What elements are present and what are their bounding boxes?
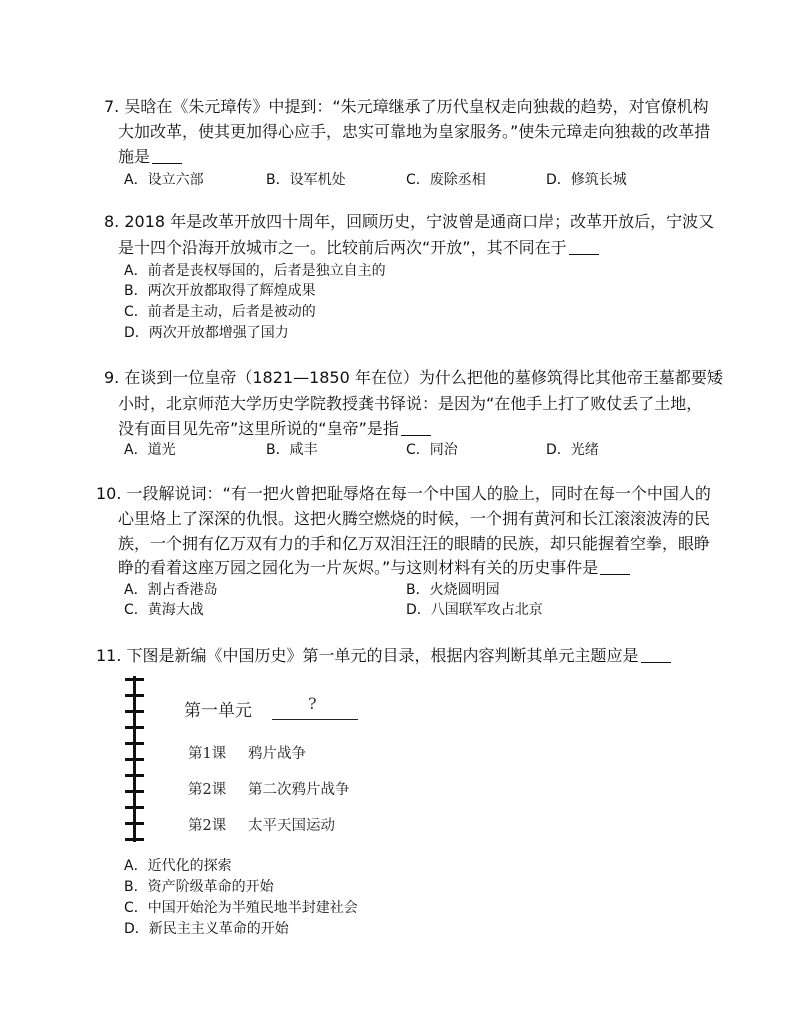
question-8-line-1: 8. 2018 年是改革开放四十周年，回顾历史，宁波曾是通商口岸；改革开放后，宁波又	[104, 212, 715, 231]
question-11-line-1: 11. 下图是新编《中国历史》第一单元的目录，根据内容判断其单元主题应是	[96, 646, 639, 665]
spine-tick	[125, 710, 144, 713]
question-7-line-2: 大加改革，使其更加得心应手，忠实可靠地为皇家服务。”使朱元璋走向独裁的改革措	[118, 122, 711, 141]
spine-tick	[125, 726, 144, 729]
question-7-line-1: 7. 吴晗在《朱元璋传》中提到：“朱元璋继承了历代皇权走向独裁的趋势，对官僚机构	[104, 97, 709, 116]
answer-blank	[641, 648, 671, 663]
lesson-title: 第二次鸦片战争	[248, 782, 350, 798]
unit-title: 第一单元	[184, 701, 252, 721]
lesson-title: 鸦片战争	[248, 746, 306, 762]
option-d: D．新民主主义革命的开始	[124, 921, 289, 937]
question-10-line-3: 族，一个拥有亿万双有力的手和亿万双泪汪汪的眼睛的民族，却只能握着空拳，眼睁	[118, 534, 711, 553]
spine-tick	[125, 758, 144, 761]
question-7-line-3: 施是	[118, 147, 151, 166]
option-b: B．火烧圆明园	[406, 582, 500, 598]
option-d: D．修筑长城	[546, 172, 627, 188]
answer-blank	[152, 149, 182, 164]
lesson-number: 第2课	[188, 782, 227, 798]
table-of-contents-figure	[118, 676, 378, 842]
option-a: A．设立六部	[124, 172, 204, 188]
question-10-line-1: 10. 一段解说词：“有一把火曾把耻辱烙在每一个中国人的脸上，同时在每一个中国人的	[96, 484, 711, 503]
unit-title-blank	[272, 719, 358, 720]
question-10-line-2: 心里烙上了深深的仇恨。这把火腾空燃烧的时候，一个拥有黄河和长江滚滚波涛的民	[118, 509, 711, 528]
option-a: A．前者是丧权辱国的，后者是独立自主的	[124, 263, 386, 279]
answer-blank	[401, 421, 431, 436]
unit-question-mark: ?	[308, 694, 317, 713]
spine-tick	[125, 774, 144, 777]
question-10-line-4: 睁的看着这座万园之园化为一片灰烬。”与这则材料有关的历史事件是	[118, 558, 599, 577]
spine-tick	[125, 806, 144, 809]
spine-tick	[125, 838, 144, 841]
option-c: C．黄海大战	[124, 602, 204, 618]
option-b: B．咸丰	[266, 442, 318, 458]
spine-tick	[125, 742, 144, 745]
option-c: C．前者是主动，后者是被动的	[124, 304, 316, 320]
lesson-2	[188, 778, 350, 799]
option-a: A．割占香港岛	[124, 582, 218, 598]
lesson-number: 第1课	[188, 746, 227, 762]
option-c: C．中国开始沦为半殖民地半封建社会	[124, 900, 358, 916]
option-b: B．设军机处	[266, 172, 346, 188]
lesson-title: 太平天国运动	[248, 818, 335, 834]
lesson-3	[188, 814, 335, 835]
question-9-line-2: 小时，北京师范大学历史学院教授龚书铎说：是因为“在他手上打了败仗丢了土地，	[118, 394, 703, 413]
answer-blank	[569, 240, 599, 255]
question-9-line-3: 没有面目见先帝”这里所说的“皇帝”是指	[118, 419, 399, 438]
option-d: D．八国联军攻占北京	[406, 602, 543, 618]
spine-tick	[125, 790, 144, 793]
option-c: C．废除丞相	[406, 172, 486, 188]
question-8-line-2: 是十四个沿海开放城市之一。比较前后两次“开放”，其不同在于	[118, 238, 567, 257]
spine-tick	[125, 822, 144, 825]
question-9-line-1: 9. 在谈到一位皇帝（1821—1850 年在位）为什么把他的墓修筑得比其他帝王墓都要矮	[104, 368, 723, 387]
spine-tick	[125, 694, 144, 697]
option-a: A．道光	[124, 442, 176, 458]
lesson-1	[188, 742, 306, 763]
option-d: D．光绪	[546, 442, 599, 458]
option-b: B．两次开放都取得了辉煌成果	[124, 283, 316, 299]
lesson-number: 第2课	[188, 818, 227, 834]
spine-tick	[125, 678, 144, 681]
option-a: A．近代化的探索	[124, 858, 232, 874]
option-c: C．同治	[406, 442, 458, 458]
option-d: D．两次开放都增强了国力	[124, 325, 289, 341]
answer-blank	[600, 560, 630, 575]
option-b: B．资产阶级革命的开始	[124, 879, 274, 895]
